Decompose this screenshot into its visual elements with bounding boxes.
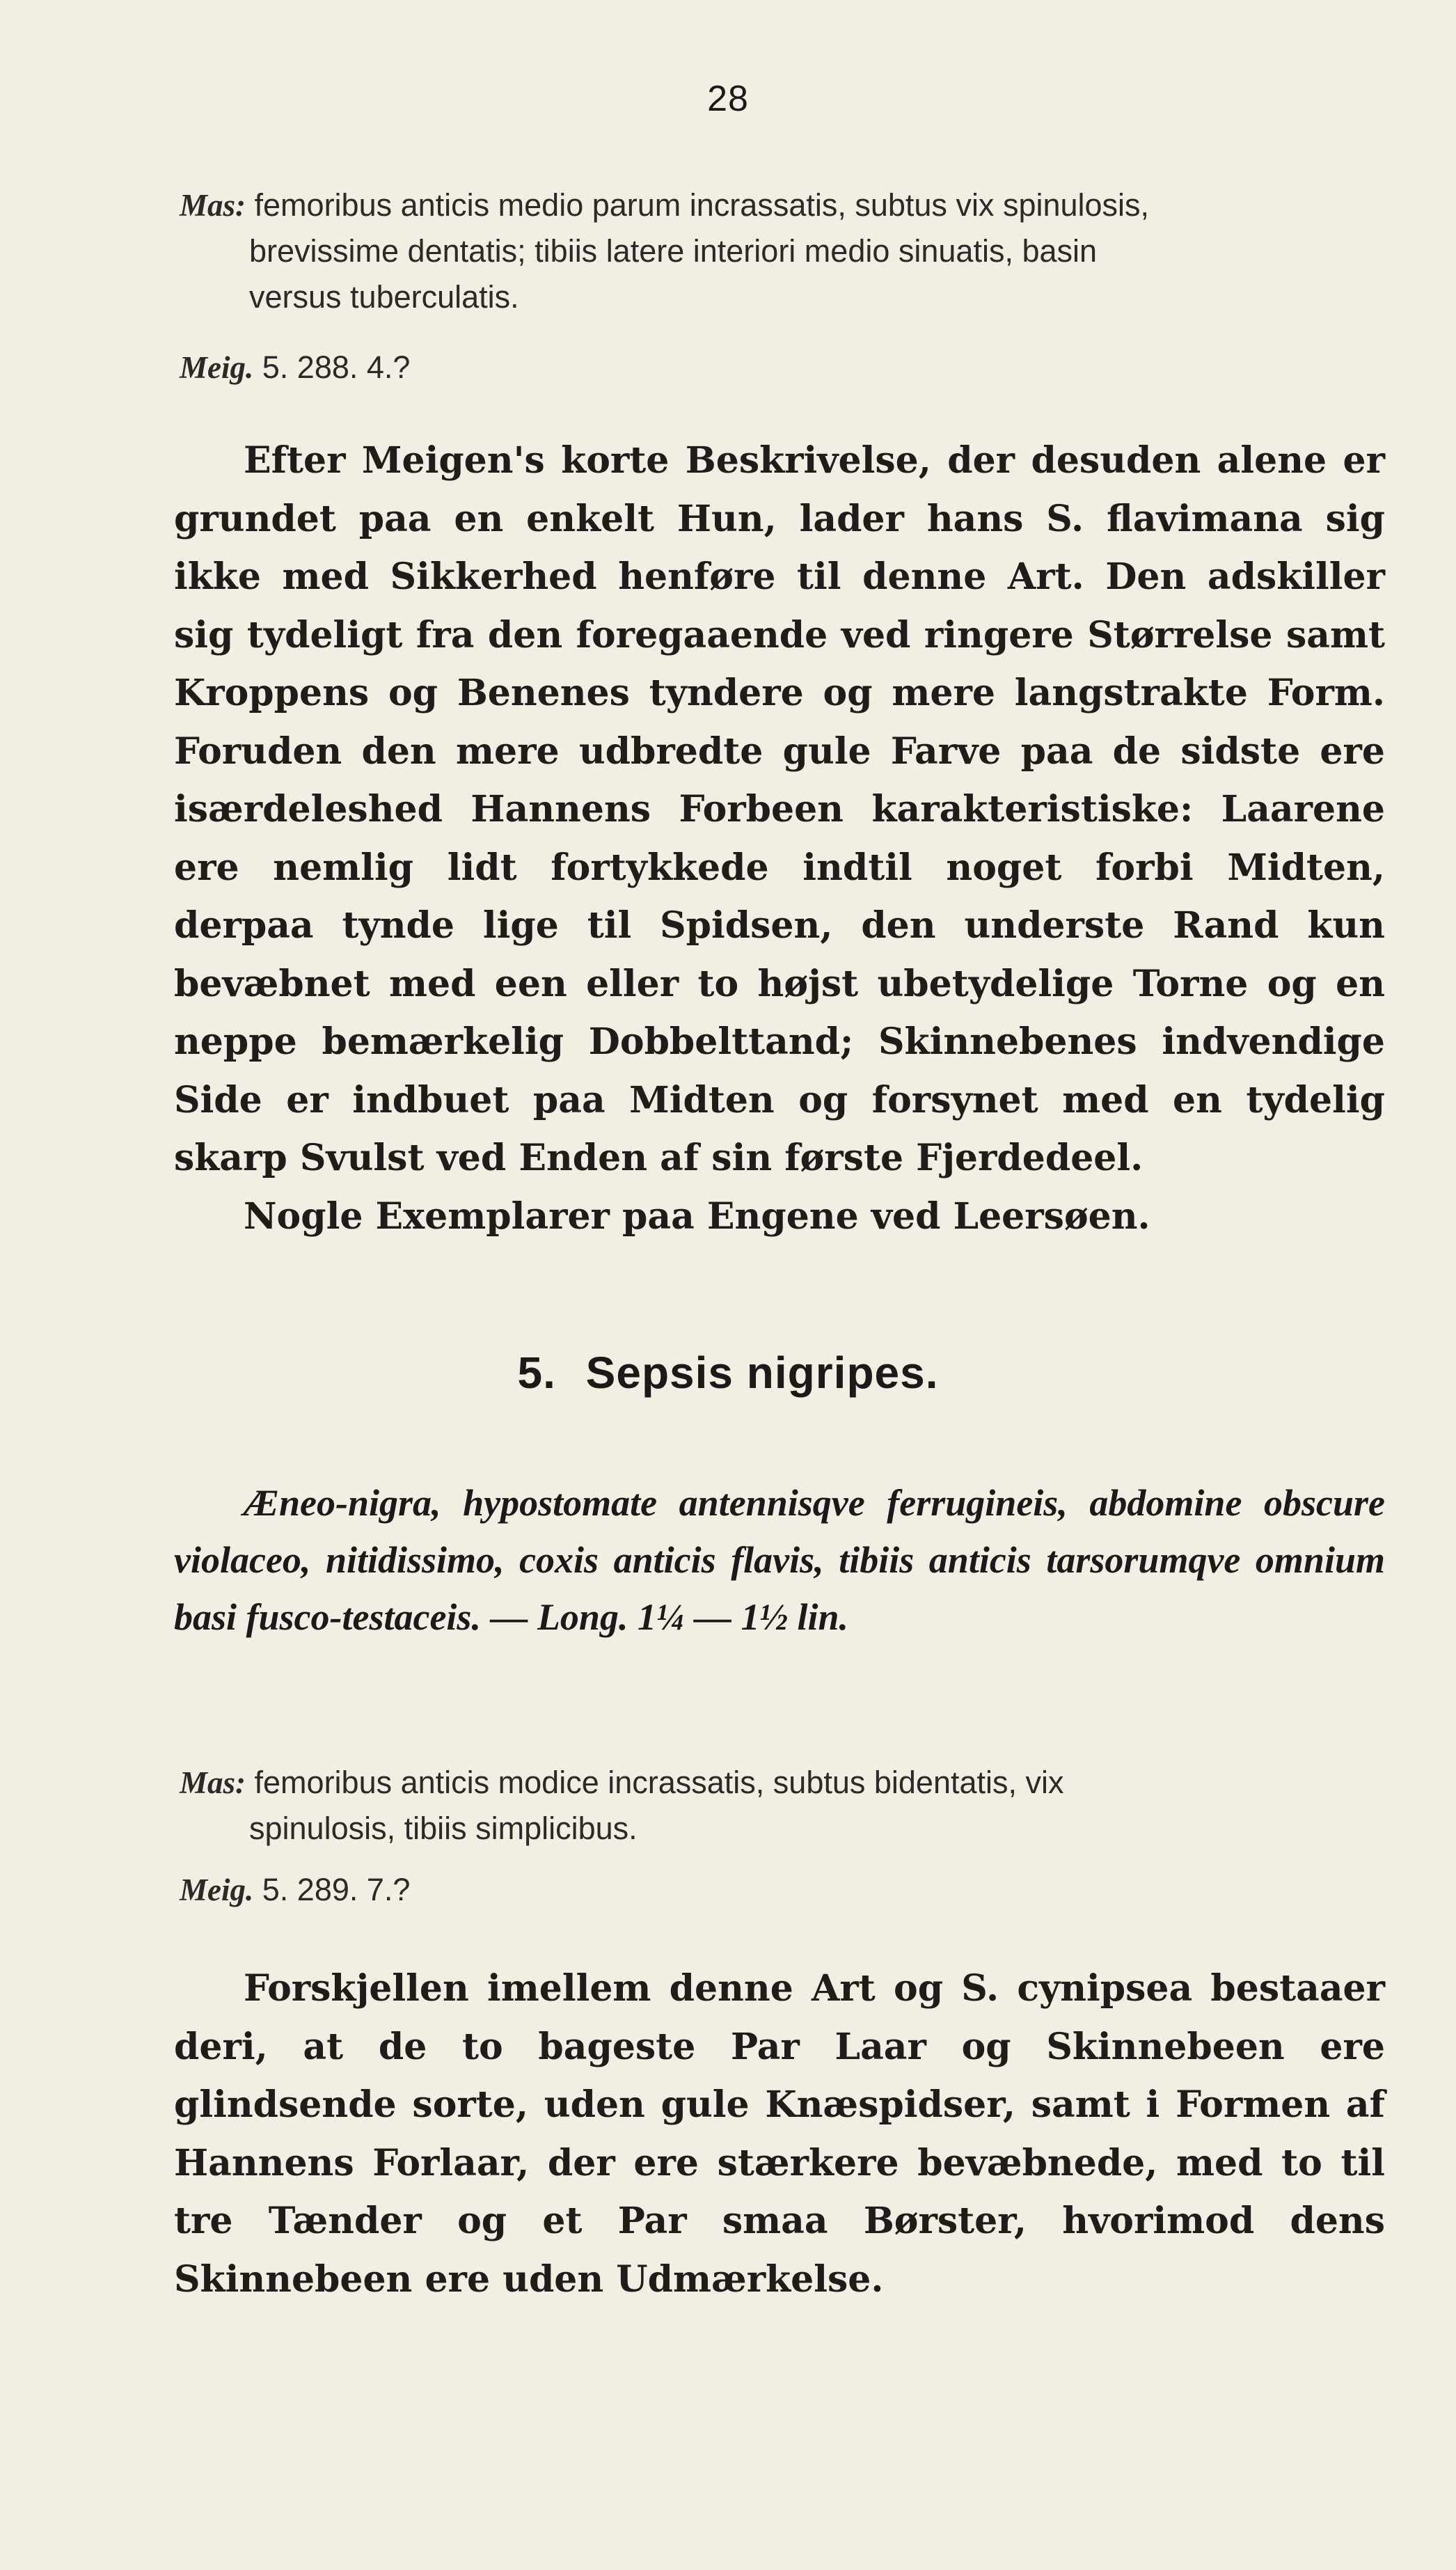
meig-label: Meig. xyxy=(180,350,254,385)
species-name: Sepsis nigripes. xyxy=(585,1348,939,1398)
mas-note-line: spinulosis, tibiis simplicibus. xyxy=(249,1811,638,1846)
paragraph: Nogle Exemplarer paa Engene ved Leersøen. xyxy=(244,1195,1150,1238)
mas-note-line: brevissime dentatis; tibiis latere interiori medio sinuatis, basin xyxy=(249,233,1098,269)
mas-note-1 xyxy=(180,182,1384,320)
meig-reference-2 xyxy=(180,1869,410,1911)
mas-note-line: femoribus anticis modice incrassatis, subtus bidentatis, vix xyxy=(254,1765,1064,1800)
meig-reference-1 xyxy=(180,347,410,388)
page-number: 28 xyxy=(707,79,749,119)
section-heading xyxy=(0,1347,1456,1398)
diagnosis-text: Æneo-nigra, hypostomate antennisqve ferrugineis, abdomine obscure violaceo, nitidissimo, coxis anticis flavis, tibiis anticis tarsorumqve omnium basi fusco-testaceis. — Long. 1¼ — 1½ lin. xyxy=(174,1482,1385,1638)
latin-diagnosis xyxy=(174,1474,1385,1646)
mas-note-2 xyxy=(180,1760,1384,1852)
mas-label: Mas: xyxy=(180,188,246,223)
meig-ref-text: 5. 289. 7.? xyxy=(262,1872,411,1907)
meig-ref-text: 5. 288. 4.? xyxy=(262,349,411,385)
section-number: 5. xyxy=(517,1348,556,1398)
mas-note-line: versus tuberculatis. xyxy=(249,279,519,315)
mas-label: Mas: xyxy=(180,1765,246,1800)
meig-label: Meig. xyxy=(180,1873,254,1907)
paragraph: Forskjellen imellem denne Art og S. cynipsea bestaaer deri, at de to bageste Par Laar og Skinnebeen ere glindsende sorte, uden gule Knæspidser, samt i Formen af Hannens Forlaar, der ere stærkere bevæbnede, med to til tre Tænder og et Par smaa Børster, hvorimod dens Skinnebeen ere uden Udmærkelse. xyxy=(174,1967,1385,2301)
body-text-1 xyxy=(174,432,1385,1245)
mas-note-line: femoribus anticis medio parum incrassatis, subtus vix spinulosis, xyxy=(254,187,1150,223)
body-text-2 xyxy=(174,1960,1385,2308)
paragraph: Efter Meigen's korte Beskrivelse, der desuden alene er grundet paa en enkelt Hun, lader hans S. flavimana sig ikke med Sikkerhed henføre til denne Art. Den adskiller sig tydeligt fra den foregaaende ved ringere Størrelse samt Kroppens og Benenes tyndere og mere langstrakte Form. Foruden den mere udbredte gule Farve paa de sidste ere isærdeleshed Hannens Forbeen karakteristiske: Laarene ere nemlig lidt fortykkede indtil noget forbi Midten, derpaa tynde lige til Spidsen, den underste Rand kun bevæbnet med een eller to højst ubetydelige Torne og en neppe bemærkelig Dobbelttand; Skinnebenes indvendige Side er indbuet paa Midten og forsynet med en tydelig skarp Svulst ved Enden af sin første Fjerdedeel. xyxy=(174,439,1385,1179)
